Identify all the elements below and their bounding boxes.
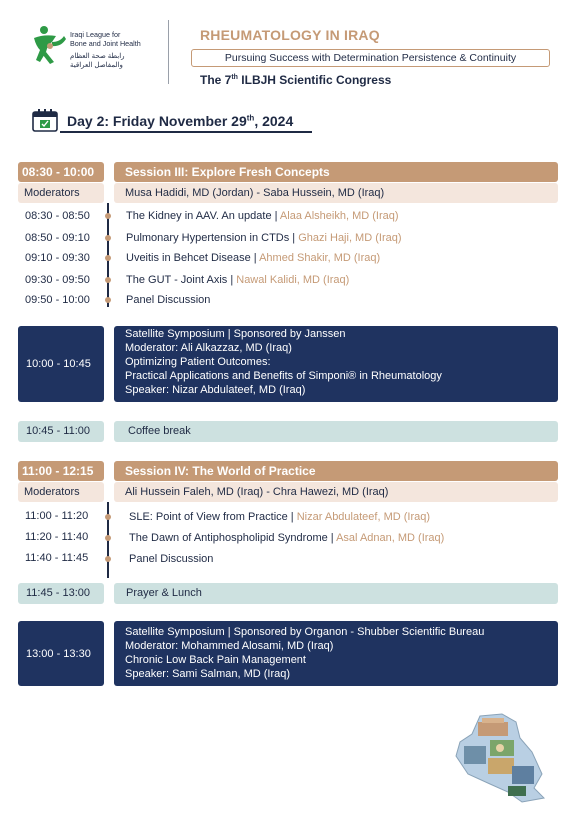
session3-talk5-time: 09:50 - 10:00	[25, 294, 90, 306]
coffee-time: 10:45 - 11:00	[18, 421, 104, 442]
satellite2-details	[114, 621, 558, 686]
session3-talk3-time: 09:10 - 09:30	[25, 252, 90, 264]
session3-title: Session III: Explore Fresh Concepts	[114, 162, 558, 182]
session3-moderators-label: Moderators	[18, 183, 104, 203]
session4-talk1-time: 11:00 - 11:20	[25, 510, 89, 522]
tagline-box: Pursuing Success with Determination Persistence & Continuity	[191, 49, 550, 67]
session3-talk1-time: 08:30 - 08:50	[25, 210, 90, 222]
session4-talk2: The Dawn of Antiphospholipid Syndrome | Asal Adnan, MD (Iraq)	[129, 532, 445, 544]
lunch-time: 11:45 - 13:00	[18, 583, 104, 604]
logo-text-ar: رابطة صحة العظام والمفاصل العراقية	[70, 53, 125, 69]
timeline-dot	[105, 556, 111, 562]
satellite1-line: Speaker: Nizar Abdulateef, MD (Iraq)	[125, 384, 306, 396]
league-logo	[30, 22, 160, 82]
page-title: RHEUMATOLOGY IN IRAQ	[200, 27, 380, 43]
logo-text-en: Iraqi League for Bone and Joint Health	[70, 30, 141, 48]
session3-talk4: The GUT - Joint Axis | Nawal Kalidi, MD (Iraq)	[126, 274, 350, 286]
session3-time: 08:30 - 10:00	[18, 162, 104, 182]
satellite2-line: Moderator: Mohammed Alosami, MD (Iraq)	[125, 640, 334, 652]
header-divider	[168, 20, 169, 84]
session3-talk4-time: 09:30 - 09:50	[25, 274, 90, 286]
coffee-break: Coffee break	[114, 421, 558, 442]
prayer-lunch: Prayer & Lunch	[114, 583, 558, 604]
timeline-dot	[105, 297, 111, 303]
satellite1-line: Practical Applications and Benefits of Simponi® in Rheumatology	[125, 370, 442, 382]
session4-time: 11:00 - 12:15	[18, 461, 104, 481]
satellite2-line: Speaker: Sami Salman, MD (Iraq)	[125, 668, 291, 680]
session4-talk2-time: 11:20 - 11:40	[25, 531, 89, 543]
satellite1-line: Optimizing Patient Outcomes:	[125, 356, 271, 368]
satellite1-line: Moderator: Ali Alkazzaz, MD (Iraq)	[125, 342, 292, 354]
satellite1-time: 10:00 - 10:45	[18, 326, 104, 402]
iraq-map-illustration	[450, 712, 550, 804]
timeline-dot	[105, 514, 111, 520]
satellite2-line: Satellite Symposium | Sponsored by Organon - Shubber Scientific Bureau	[125, 626, 485, 638]
day-underline	[60, 131, 312, 133]
session3-talk2: Pulmonary Hypertension in CTDs | Ghazi Haji, MD (Iraq)	[126, 232, 402, 244]
calendar-icon	[32, 108, 58, 132]
satellite1-details	[114, 326, 558, 402]
timeline-dot	[105, 235, 111, 241]
timeline-dot	[105, 255, 111, 261]
session4-moderators: Ali Hussein Faleh, MD (Iraq) - Chra Hawezi, MD (Iraq)	[114, 482, 558, 502]
session3-talk3: Uveitis in Behcet Disease | Ahmed Shakir, MD (Iraq)	[126, 252, 381, 264]
session3-talk2-time: 08:50 - 09:10	[25, 232, 90, 244]
congress-title: The 7th ILBJH Scientific Congress	[200, 73, 392, 87]
session4-talk3: Panel Discussion	[129, 553, 214, 565]
logo-figure-icon	[30, 22, 70, 66]
satellite2-line: Chronic Low Back Pain Management	[125, 654, 306, 666]
session3-talk5: Panel Discussion	[126, 294, 211, 306]
session4-talk3-time: 11:40 - 11:45	[25, 552, 89, 564]
session4-title: Session IV: The World of Practice	[114, 461, 558, 481]
satellite1-line: Satellite Symposium | Sponsored by Janssen	[125, 328, 346, 340]
session4-talk1: SLE: Point of View from Practice | Nizar Abdulateef, MD (Iraq)	[129, 511, 431, 523]
timeline-dot	[105, 535, 111, 541]
timeline-dot	[105, 277, 111, 283]
day-title: Day 2: Friday November 29th, 2024	[67, 113, 294, 129]
timeline-dot	[105, 213, 111, 219]
session3-talk1: The Kidney in AAV. An update | Alaa Alsheikh, MD (Iraq)	[126, 210, 399, 222]
session4-moderators-label: Moderators	[18, 482, 104, 502]
satellite2-time: 13:00 - 13:30	[18, 621, 104, 686]
session3-moderators: Musa Hadidi, MD (Jordan) - Saba Hussein, MD (Iraq)	[114, 183, 558, 203]
